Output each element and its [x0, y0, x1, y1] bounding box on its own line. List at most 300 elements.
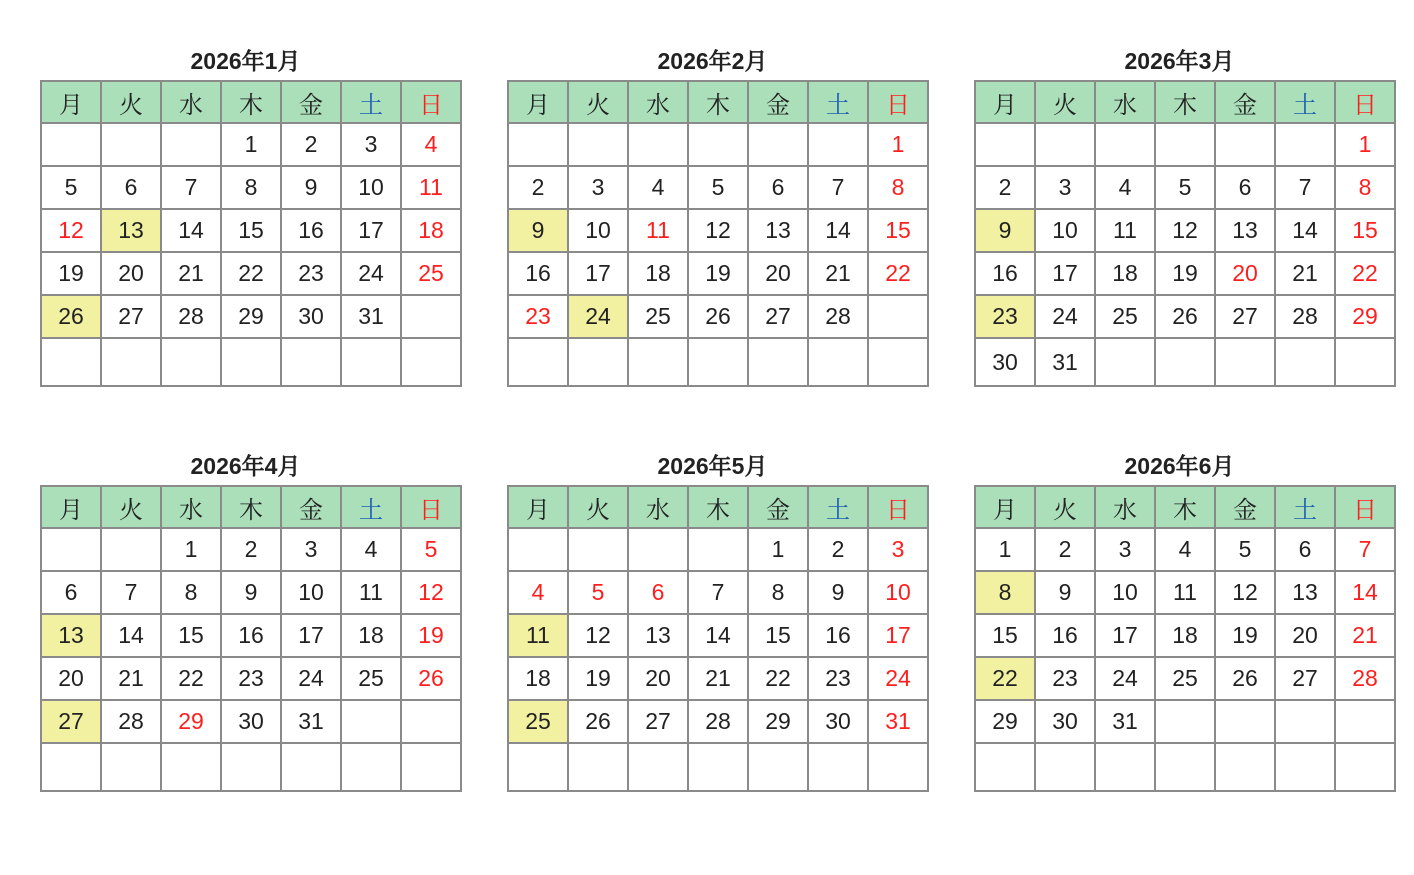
empty-day-cell	[748, 123, 808, 166]
day-cell: 13	[748, 209, 808, 252]
day-cell: 12	[688, 209, 748, 252]
weekday-header: 日	[868, 486, 928, 528]
weekday-header: 土	[808, 486, 868, 528]
day-cell: 29	[748, 700, 808, 743]
day-cell: 31	[281, 700, 341, 743]
day-cell: 22	[975, 657, 1035, 700]
day-cell: 17	[1035, 252, 1095, 295]
weekday-header: 月	[508, 486, 568, 528]
day-cell: 11	[341, 571, 401, 614]
calendar-grid	[974, 80, 1396, 387]
day-cell: 8	[161, 571, 221, 614]
weekday-header: 日	[868, 81, 928, 123]
empty-day-cell	[868, 295, 928, 338]
empty-day-cell	[1335, 743, 1395, 791]
day-cell: 24	[1095, 657, 1155, 700]
empty-day-cell	[221, 338, 281, 386]
day-cell: 3	[1095, 528, 1155, 571]
week-row	[508, 700, 928, 743]
empty-day-cell	[868, 743, 928, 791]
day-cell: 1	[748, 528, 808, 571]
weekday-header-row	[41, 486, 461, 528]
calendar-grid	[974, 485, 1396, 792]
day-cell: 9	[808, 571, 868, 614]
day-cell: 2	[1035, 528, 1095, 571]
weekday-header: 土	[341, 486, 401, 528]
day-cell: 23	[808, 657, 868, 700]
weekday-header: 火	[101, 486, 161, 528]
weekday-header: 木	[1155, 486, 1215, 528]
week-row	[975, 743, 1395, 791]
week-row	[41, 295, 461, 338]
day-cell: 10	[341, 166, 401, 209]
week-row	[41, 166, 461, 209]
empty-day-cell	[568, 123, 628, 166]
week-row	[975, 295, 1395, 338]
empty-day-cell	[628, 743, 688, 791]
weekday-header: 日	[401, 486, 461, 528]
week-row	[41, 571, 461, 614]
day-cell: 23	[1035, 657, 1095, 700]
day-cell: 4	[628, 166, 688, 209]
empty-day-cell	[101, 338, 161, 386]
day-cell: 19	[568, 657, 628, 700]
empty-day-cell	[688, 528, 748, 571]
day-cell: 25	[401, 252, 461, 295]
day-cell: 26	[568, 700, 628, 743]
day-cell: 9	[281, 166, 341, 209]
weekday-header: 木	[221, 486, 281, 528]
weekday-header: 水	[628, 486, 688, 528]
week-row	[975, 123, 1395, 166]
weekday-header: 水	[161, 81, 221, 123]
day-cell: 22	[221, 252, 281, 295]
calendar-grid	[40, 80, 462, 387]
day-cell: 16	[221, 614, 281, 657]
empty-day-cell	[101, 528, 161, 571]
day-cell: 7	[688, 571, 748, 614]
empty-day-cell	[628, 528, 688, 571]
day-cell: 14	[688, 614, 748, 657]
day-cell: 5	[401, 528, 461, 571]
day-cell: 15	[748, 614, 808, 657]
day-cell: 1	[221, 123, 281, 166]
empty-day-cell	[568, 528, 628, 571]
day-cell: 13	[101, 209, 161, 252]
week-row	[508, 295, 928, 338]
day-cell: 18	[628, 252, 688, 295]
day-cell: 12	[568, 614, 628, 657]
weekday-header-row	[41, 81, 461, 123]
weekday-header: 金	[748, 486, 808, 528]
day-cell: 14	[1275, 209, 1335, 252]
day-cell: 1	[975, 528, 1035, 571]
day-cell: 31	[1095, 700, 1155, 743]
day-cell: 9	[975, 209, 1035, 252]
month-calendar-mar	[974, 48, 1385, 387]
day-cell: 28	[688, 700, 748, 743]
empty-day-cell	[401, 700, 461, 743]
weekday-header-row	[975, 486, 1395, 528]
week-row	[41, 209, 461, 252]
day-cell: 22	[161, 657, 221, 700]
month-calendar-feb	[507, 48, 918, 387]
week-row	[508, 657, 928, 700]
week-row	[975, 700, 1395, 743]
day-cell: 9	[221, 571, 281, 614]
day-cell: 11	[1095, 209, 1155, 252]
week-row	[41, 743, 461, 791]
day-cell: 16	[975, 252, 1035, 295]
day-cell: 18	[508, 657, 568, 700]
month-title: 2026年2月	[657, 48, 768, 74]
day-cell: 8	[975, 571, 1035, 614]
day-cell: 8	[1335, 166, 1395, 209]
day-cell: 20	[41, 657, 101, 700]
day-cell: 29	[1335, 295, 1395, 338]
day-cell: 1	[868, 123, 928, 166]
day-cell: 26	[401, 657, 461, 700]
day-cell: 5	[1155, 166, 1215, 209]
empty-day-cell	[1335, 700, 1395, 743]
weekday-header: 日	[1335, 81, 1395, 123]
day-cell: 13	[628, 614, 688, 657]
weekday-header: 木	[1155, 81, 1215, 123]
day-cell: 27	[628, 700, 688, 743]
weekday-header: 月	[41, 486, 101, 528]
month-calendar-may	[507, 453, 918, 792]
weekday-header: 木	[688, 81, 748, 123]
day-cell: 6	[748, 166, 808, 209]
day-cell: 24	[868, 657, 928, 700]
weekday-header: 金	[281, 486, 341, 528]
day-cell: 13	[41, 614, 101, 657]
empty-day-cell	[221, 743, 281, 791]
empty-day-cell	[688, 743, 748, 791]
week-row	[975, 166, 1395, 209]
day-cell: 6	[1275, 528, 1335, 571]
weekday-header: 水	[1095, 486, 1155, 528]
empty-day-cell	[975, 123, 1035, 166]
day-cell: 25	[341, 657, 401, 700]
day-cell: 20	[1275, 614, 1335, 657]
empty-day-cell	[341, 743, 401, 791]
day-cell: 2	[975, 166, 1035, 209]
day-cell: 30	[281, 295, 341, 338]
day-cell: 8	[748, 571, 808, 614]
day-cell: 3	[568, 166, 628, 209]
week-row	[41, 252, 461, 295]
day-cell: 19	[688, 252, 748, 295]
week-row	[508, 571, 928, 614]
day-cell: 27	[1215, 295, 1275, 338]
empty-day-cell	[101, 123, 161, 166]
day-cell: 5	[568, 571, 628, 614]
empty-day-cell	[508, 743, 568, 791]
empty-day-cell	[508, 123, 568, 166]
day-cell: 29	[161, 700, 221, 743]
empty-day-cell	[401, 743, 461, 791]
weekday-header: 水	[628, 81, 688, 123]
day-cell: 21	[808, 252, 868, 295]
day-cell: 17	[868, 614, 928, 657]
day-cell: 28	[808, 295, 868, 338]
empty-day-cell	[628, 338, 688, 386]
week-row	[975, 571, 1395, 614]
day-cell: 2	[508, 166, 568, 209]
empty-day-cell	[1215, 123, 1275, 166]
week-row	[508, 338, 928, 386]
week-row	[975, 614, 1395, 657]
week-row	[41, 338, 461, 386]
day-cell: 22	[868, 252, 928, 295]
weekday-header: 土	[341, 81, 401, 123]
day-cell: 7	[101, 571, 161, 614]
day-cell: 19	[1215, 614, 1275, 657]
weekday-header: 火	[1035, 81, 1095, 123]
empty-day-cell	[1215, 743, 1275, 791]
day-cell: 16	[508, 252, 568, 295]
day-cell: 29	[975, 700, 1035, 743]
empty-day-cell	[1155, 700, 1215, 743]
empty-day-cell	[748, 743, 808, 791]
day-cell: 30	[221, 700, 281, 743]
weekday-header: 水	[161, 486, 221, 528]
day-cell: 17	[281, 614, 341, 657]
weekday-header: 土	[1275, 486, 1335, 528]
empty-day-cell	[401, 338, 461, 386]
empty-day-cell	[748, 338, 808, 386]
day-cell: 4	[1095, 166, 1155, 209]
day-cell: 14	[101, 614, 161, 657]
day-cell: 16	[281, 209, 341, 252]
empty-day-cell	[688, 338, 748, 386]
day-cell: 17	[568, 252, 628, 295]
day-cell: 20	[748, 252, 808, 295]
day-cell: 15	[1335, 209, 1395, 252]
day-cell: 27	[748, 295, 808, 338]
day-cell: 29	[221, 295, 281, 338]
empty-day-cell	[628, 123, 688, 166]
day-cell: 2	[281, 123, 341, 166]
empty-day-cell	[688, 123, 748, 166]
empty-day-cell	[41, 528, 101, 571]
day-cell: 5	[1215, 528, 1275, 571]
day-cell: 30	[975, 338, 1035, 386]
day-cell: 18	[341, 614, 401, 657]
day-cell: 15	[221, 209, 281, 252]
weekday-header: 火	[1035, 486, 1095, 528]
empty-day-cell	[1155, 123, 1215, 166]
week-row	[508, 743, 928, 791]
week-row	[41, 123, 461, 166]
weekday-header: 月	[975, 81, 1035, 123]
day-cell: 28	[161, 295, 221, 338]
weekday-header: 土	[1275, 81, 1335, 123]
day-cell: 26	[688, 295, 748, 338]
empty-day-cell	[1155, 338, 1215, 386]
weekday-header: 木	[221, 81, 281, 123]
day-cell: 24	[281, 657, 341, 700]
calendar-grid	[507, 485, 929, 792]
day-cell: 8	[221, 166, 281, 209]
day-cell: 23	[975, 295, 1035, 338]
day-cell: 10	[868, 571, 928, 614]
day-cell: 6	[41, 571, 101, 614]
day-cell: 3	[281, 528, 341, 571]
day-cell: 13	[1215, 209, 1275, 252]
week-row	[41, 700, 461, 743]
day-cell: 28	[1275, 295, 1335, 338]
day-cell: 6	[101, 166, 161, 209]
day-cell: 3	[1035, 166, 1095, 209]
week-row	[508, 252, 928, 295]
day-cell: 10	[281, 571, 341, 614]
day-cell: 14	[161, 209, 221, 252]
day-cell: 9	[1035, 571, 1095, 614]
day-cell: 4	[341, 528, 401, 571]
empty-day-cell	[868, 338, 928, 386]
day-cell: 10	[568, 209, 628, 252]
week-row	[508, 614, 928, 657]
day-cell: 7	[808, 166, 868, 209]
day-cell: 23	[508, 295, 568, 338]
day-cell: 10	[1035, 209, 1095, 252]
day-cell: 4	[1155, 528, 1215, 571]
empty-day-cell	[281, 743, 341, 791]
empty-day-cell	[1095, 338, 1155, 386]
month-calendar-apr	[40, 453, 451, 792]
week-row	[508, 123, 928, 166]
empty-day-cell	[1275, 700, 1335, 743]
day-cell: 31	[341, 295, 401, 338]
empty-day-cell	[1155, 743, 1215, 791]
day-cell: 22	[748, 657, 808, 700]
day-cell: 3	[868, 528, 928, 571]
day-cell: 31	[868, 700, 928, 743]
day-cell: 25	[508, 700, 568, 743]
day-cell: 27	[41, 700, 101, 743]
empty-day-cell	[1275, 123, 1335, 166]
day-cell: 31	[1035, 338, 1095, 386]
week-row	[975, 252, 1395, 295]
day-cell: 24	[568, 295, 628, 338]
empty-day-cell	[41, 123, 101, 166]
month-calendar-jun	[974, 453, 1385, 792]
week-row	[975, 528, 1395, 571]
day-cell: 28	[1335, 657, 1395, 700]
month-title: 2026年4月	[190, 453, 301, 479]
day-cell: 20	[628, 657, 688, 700]
day-cell: 23	[221, 657, 281, 700]
weekday-header: 火	[568, 81, 628, 123]
weekday-header: 土	[808, 81, 868, 123]
day-cell: 21	[101, 657, 161, 700]
day-cell: 5	[41, 166, 101, 209]
day-cell: 8	[868, 166, 928, 209]
day-cell: 1	[1335, 123, 1395, 166]
empty-day-cell	[1095, 743, 1155, 791]
day-cell: 26	[41, 295, 101, 338]
day-cell: 25	[1155, 657, 1215, 700]
month-title: 2026年3月	[1124, 48, 1235, 74]
weekday-header: 日	[401, 81, 461, 123]
day-cell: 21	[688, 657, 748, 700]
day-cell: 20	[1215, 252, 1275, 295]
day-cell: 24	[341, 252, 401, 295]
day-cell: 30	[808, 700, 868, 743]
day-cell: 1	[161, 528, 221, 571]
empty-day-cell	[1215, 700, 1275, 743]
empty-day-cell	[975, 743, 1035, 791]
empty-day-cell	[508, 338, 568, 386]
day-cell: 9	[508, 209, 568, 252]
weekday-header: 月	[41, 81, 101, 123]
weekday-header: 月	[975, 486, 1035, 528]
week-row	[508, 209, 928, 252]
weekday-header: 金	[1215, 486, 1275, 528]
calendar-grid	[40, 485, 462, 792]
weekday-header-row	[508, 81, 928, 123]
day-cell: 21	[161, 252, 221, 295]
day-cell: 30	[1035, 700, 1095, 743]
empty-day-cell	[161, 123, 221, 166]
day-cell: 4	[401, 123, 461, 166]
day-cell: 6	[628, 571, 688, 614]
day-cell: 2	[808, 528, 868, 571]
empty-day-cell	[508, 528, 568, 571]
day-cell: 16	[808, 614, 868, 657]
empty-day-cell	[568, 338, 628, 386]
week-row	[975, 209, 1395, 252]
day-cell: 21	[1335, 614, 1395, 657]
weekday-header: 金	[748, 81, 808, 123]
day-cell: 15	[868, 209, 928, 252]
month-title: 2026年1月	[190, 48, 301, 74]
empty-day-cell	[161, 743, 221, 791]
day-cell: 4	[508, 571, 568, 614]
week-row	[508, 166, 928, 209]
day-cell: 11	[628, 209, 688, 252]
week-row	[41, 614, 461, 657]
week-row	[975, 657, 1395, 700]
week-row	[975, 338, 1395, 386]
day-cell: 23	[281, 252, 341, 295]
day-cell: 19	[401, 614, 461, 657]
day-cell: 14	[1335, 571, 1395, 614]
empty-day-cell	[1275, 743, 1335, 791]
week-row	[41, 657, 461, 700]
day-cell: 18	[1155, 614, 1215, 657]
empty-day-cell	[808, 338, 868, 386]
weekday-header: 日	[1335, 486, 1395, 528]
day-cell: 3	[341, 123, 401, 166]
empty-day-cell	[281, 338, 341, 386]
day-cell: 6	[1215, 166, 1275, 209]
empty-day-cell	[1275, 338, 1335, 386]
month-title: 2026年6月	[1124, 453, 1235, 479]
day-cell: 10	[1095, 571, 1155, 614]
day-cell: 27	[1275, 657, 1335, 700]
weekday-header: 火	[101, 81, 161, 123]
day-cell: 22	[1335, 252, 1395, 295]
day-cell: 17	[341, 209, 401, 252]
day-cell: 7	[1335, 528, 1395, 571]
weekday-header-row	[975, 81, 1395, 123]
week-row	[508, 528, 928, 571]
day-cell: 15	[975, 614, 1035, 657]
day-cell: 18	[401, 209, 461, 252]
